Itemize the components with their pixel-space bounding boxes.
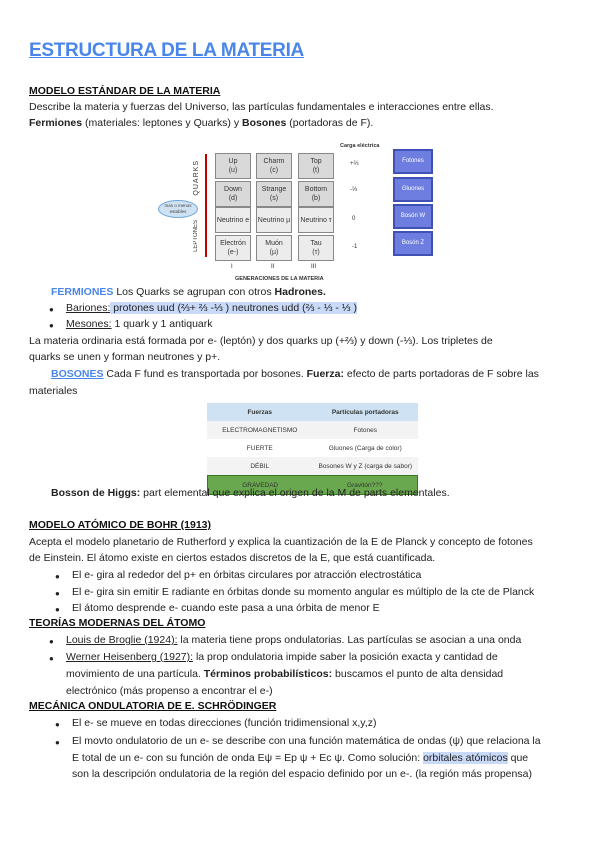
paragraph: Describe la materia y fuerzas del Universo, las partículas fundamentales e interacciones entre ellas. <box>29 101 494 113</box>
table-row <box>207 457 418 475</box>
table-cell: Gravitón??? <box>347 481 383 489</box>
generations-label: GENERACIONES DE LA MATERIA <box>235 276 324 282</box>
text: E total de un e- con su función de onda Eψ = Ep ψ + Ec ψ. Como solución: <box>72 752 424 764</box>
text: que <box>507 752 529 764</box>
section-heading-modelo-estandar: MODELO ESTÁNDAR DE LA MATERIA <box>29 85 221 97</box>
generation-number: I <box>231 264 233 270</box>
table-row <box>207 421 418 439</box>
highlight: protones uud (⅔+ ⅔ -⅓ ) <box>110 302 230 314</box>
list-item: ● El e- gira sin emitir E radiante en órbitas donde su momento angular es múltiplo de la cte de Planck <box>72 585 534 600</box>
section-heading-teorias-modernas: TEORÍAS MODERNAS DEL ÁTOMO <box>29 617 206 629</box>
term: Fuerza: <box>306 368 344 380</box>
term: Fermiones <box>29 117 83 129</box>
table-header <box>207 403 418 421</box>
particle-cell: Tau (τ) <box>298 235 334 261</box>
table-header-cell: Fuerzas <box>247 408 273 416</box>
list-item: ● El e- se mueve en todas direcciones (función tridimensional x,y,z) <box>72 716 376 731</box>
boson-box: Bosón Z <box>393 231 433 256</box>
paragraph: son la descripción ondulatoria de la región del espacio definido por un e-. (la región más propensa) <box>72 768 532 780</box>
text: part elemental que explica el origen de la M de parts elementales. <box>140 487 450 499</box>
quarks-label: QUARKS <box>193 160 200 196</box>
term: Bariones: <box>66 302 111 314</box>
text: (portadoras de F). <box>286 117 374 129</box>
particle-cell: Down (d) <box>215 181 251 207</box>
list-item: ● El átomo desprende e- cuando este pasa a una órbita de menor E <box>72 601 380 616</box>
list-item: ● El movto ondulatorio de un e- se describe con una función matemática de ondas (ψ) que relaciona la <box>72 734 541 749</box>
text: efecto de parts portadoras de F sobre las <box>343 368 539 380</box>
page-title: ESTRUCTURA DE LA MATERIA <box>29 40 304 61</box>
term: Hadrones. <box>274 286 326 298</box>
bosones-label: BOSONES <box>51 368 104 380</box>
table-row <box>207 439 418 457</box>
text: movimiento de una partícula. <box>66 668 204 680</box>
paragraph: de Einstein. El átomo existe en ciertos estados discretos de la E, que está cuantificada. <box>29 552 436 564</box>
text: Cada F fund es transportada por bosones. <box>103 368 307 380</box>
term: Mesones: <box>66 318 112 330</box>
charge-value: 0 <box>352 216 356 222</box>
table-cell: ELECTROMAGNETISMO <box>222 426 298 434</box>
list-item <box>66 317 213 332</box>
table-cell: Fotones <box>353 426 377 434</box>
forces-table <box>207 403 418 495</box>
leptones-label: LEPTONES <box>193 220 199 252</box>
generation-number: II <box>271 264 275 270</box>
note-bubble: mas o menos estables <box>158 200 198 218</box>
paragraph <box>51 367 539 382</box>
text: la materia tiene props ondulatorias. Las partículas se asocian a una onda <box>177 634 522 646</box>
table-cell: FUERTE <box>246 444 273 452</box>
table-cell: DÉBIL <box>250 462 270 470</box>
particle-cell: Electrón (e-) <box>215 235 251 261</box>
table-cell: Gluones (Carga de color) <box>328 444 402 452</box>
text: 1 quark y 1 antiquark <box>111 318 213 330</box>
term: Bosson de Higgs: <box>51 487 141 499</box>
particle-chart <box>150 140 450 285</box>
section-heading-bohr: MODELO ATÓMICO DE BOHR (1913) <box>29 519 212 531</box>
list-item <box>66 650 498 665</box>
particle-cell: Up (u) <box>215 153 251 179</box>
paragraph <box>29 116 373 131</box>
charge-header: Carga eléctrica <box>340 143 380 149</box>
text: la prop ondulatoria impide saber la posición exacta y cantidad de <box>193 651 498 663</box>
term: Werner Heisenberg (1927): <box>66 651 194 663</box>
paragraph <box>51 486 450 501</box>
list-item <box>66 633 521 648</box>
term: Louis de Broglie (1924): <box>66 634 178 646</box>
particle-cell: Top (t) <box>298 153 334 179</box>
list-item: ● El e- gira al rededor del p+ en órbitas circulares por atracción electrostática <box>72 568 421 583</box>
generation-number: III <box>311 264 317 270</box>
particle-cell: Strange (s) <box>256 181 292 207</box>
paragraph <box>72 751 528 766</box>
term: Términos probabilísticos: <box>203 668 333 680</box>
text: buscamos el punto de alta densidad <box>332 668 504 680</box>
charge-value: -⅓ <box>350 187 358 193</box>
paragraph <box>66 667 503 682</box>
table-header-cell: Partículas portadoras <box>331 408 399 416</box>
charge-value: -1 <box>352 244 358 250</box>
paragraph: electrónico (más propenso a encontrar el e-) <box>66 685 273 697</box>
particle-cell: Neutrino τ <box>298 207 334 233</box>
paragraph: Acepta el modelo planetario de Rutherford y explica la cuantización de la E de Planck y concepto de fotones <box>29 536 533 548</box>
paragraph: quarks se unen y forman neutrones y p+. <box>29 351 221 363</box>
paragraph: materiales <box>29 385 78 397</box>
paragraph: La materia ordinaria está formada por e- (leptón) y dos quarks up (+⅔) y down (-⅓). Los tripletes de <box>29 335 493 347</box>
paragraph <box>51 285 326 300</box>
text: Los Quarks se agrupan con otros <box>113 286 275 298</box>
particle-cell: Bottom (b) <box>298 181 334 207</box>
charge-value: +⅔ <box>350 161 359 167</box>
highlight: neutrones udd (⅔ - ⅓ - ⅓ ) <box>229 302 357 314</box>
particle-cell: Charm (c) <box>256 153 292 179</box>
list-item <box>66 301 357 316</box>
table-cell: GRAVEDAD <box>242 481 279 489</box>
boson-box: Bosón W <box>393 204 433 229</box>
bracket-line <box>205 154 207 257</box>
section-heading-schrodinger: MECÁNICA ONDULATORIA DE E. SCHRÖDINGER <box>29 700 277 712</box>
particle-cell: Muón (µ) <box>256 235 292 261</box>
particle-cell: Neutrino µ <box>256 207 292 233</box>
fermiones-label: FERMIONES <box>51 286 114 298</box>
particle-cell: Neutrino e <box>215 207 251 233</box>
text: (materiales: leptones y Quarks) y <box>82 117 242 129</box>
term: Bosones <box>242 117 287 129</box>
table-cell: Bosones W y Z (carga de sabor) <box>318 462 413 470</box>
boson-box: Gluones <box>393 177 433 202</box>
highlight: orbitales atómicos <box>423 752 508 764</box>
boson-box: Fotones <box>393 149 433 174</box>
